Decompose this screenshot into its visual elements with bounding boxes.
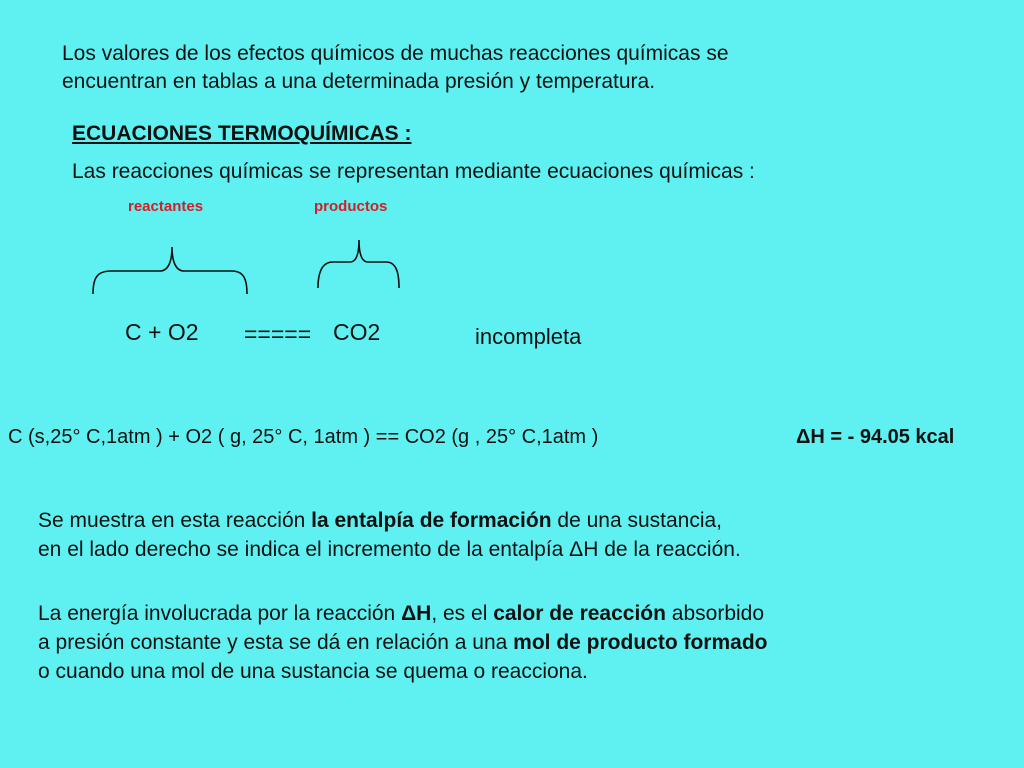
energy-line-1: La energía involucrada por la reacción ΔH, es el calor de reacción absorbido <box>38 602 765 625</box>
enthalpy-line-1: Se muestra en esta reacción la entalpía de formación de una sustancia, <box>38 509 723 532</box>
enthalpy-value: ΔH = - 94.05 kcal <box>796 426 955 448</box>
intro-line-1: Los valores de los efectos químicos de muchas reacciones químicas se <box>62 42 729 65</box>
reactants-brace <box>93 247 247 294</box>
section-heading: ECUACIONES TERMOQUÍMICAS : <box>72 122 412 145</box>
enthalpy-line-2: en el lado derecho se indica el incremento de la entalpía ΔH de la reacción. <box>38 538 741 561</box>
products-brace <box>318 240 399 288</box>
equation-reactants: C + O2 <box>125 319 199 345</box>
products-label: productos <box>314 198 388 215</box>
representation-text: Las reacciones químicas se representan mediante ecuaciones químicas : <box>72 160 755 183</box>
equation-products: CO2 <box>333 319 381 345</box>
energy-line-2: a presión constante y esta se dá en relación a una mol de producto formado <box>38 631 768 654</box>
intro-line-2: encuentran en tablas a una determinada presión y temperatura. <box>62 70 656 93</box>
thermochemical-equation: C (s,25° C,1atm ) + O2 ( g, 25° C, 1atm ) == CO2 (g , 25° C,1atm ) <box>8 426 599 448</box>
equation-arrow: ===== <box>244 321 312 347</box>
energy-line-3: o cuando una mol de una sustancia se quema o reacciona. <box>38 660 588 683</box>
equation-status: incompleta <box>475 324 582 349</box>
enthalpy-paragraph <box>38 506 741 564</box>
energy-paragraph <box>38 599 767 686</box>
reactants-label: reactantes <box>128 198 204 215</box>
